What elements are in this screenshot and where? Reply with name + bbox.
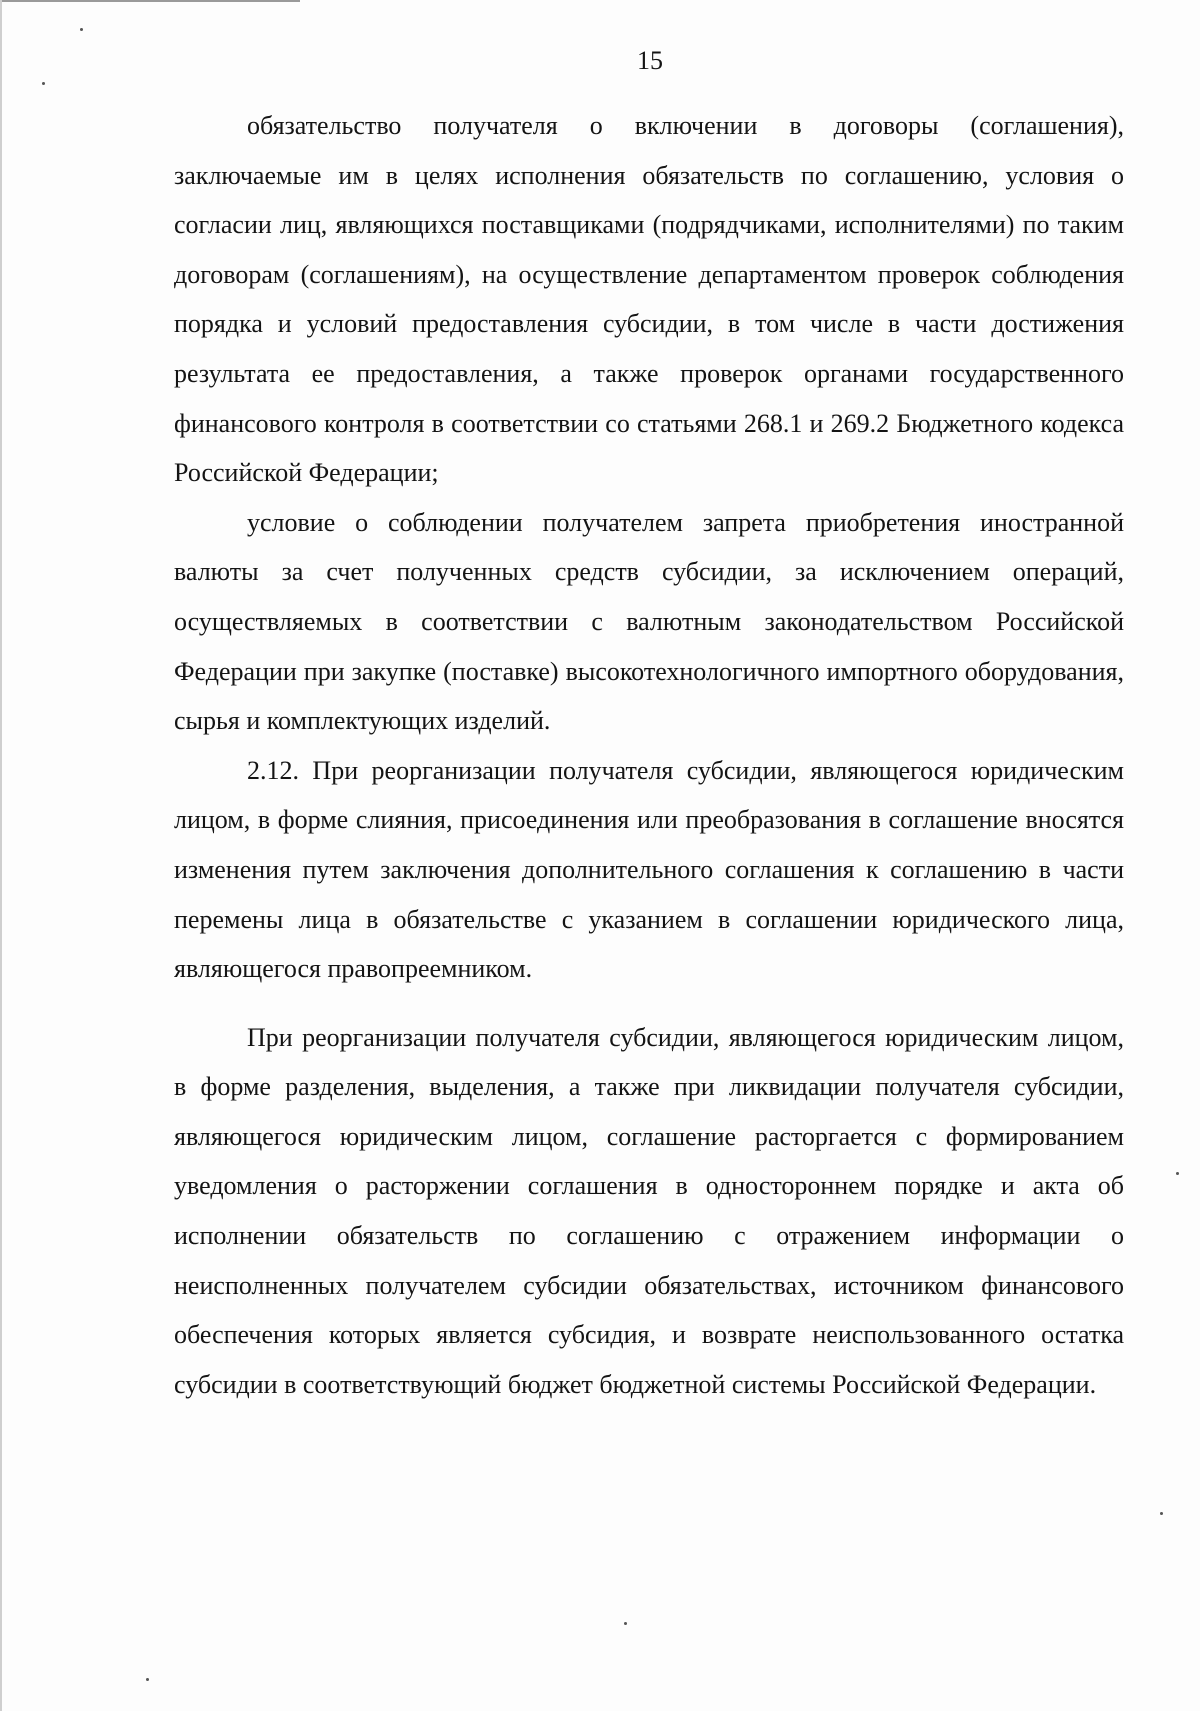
document-body xyxy=(174,101,1124,1409)
paragraph-obligation-contracts: обязательство получателя о включении в договоры (соглашения), заключаемые им в целях исполнения обязательств по соглашению, условия о согласии лиц, являющихся поставщиками (подрядчиками, исполнителями) по таким договорам (соглашениям), на осуществление департаментом проверок соблюдения порядка и условий предоставления субсидии, в том числе в части достижения результата ее предоставления, а также проверок органами государственного финансового контроля в соответствии со статьями 268.1 и 269.2 Бюджетного кодекса Российской Федерации; xyxy=(174,111,1124,488)
scan-top-rule xyxy=(0,0,300,2)
scan-speck xyxy=(42,82,45,85)
scan-speck xyxy=(624,1622,627,1625)
paragraph-2-12-reorganization: 2.12. При реорганизации получателя субсидии, являющегося юридическим лицом, в форме слияния, присоединения или преобразования в соглашение вносятся изменения путем заключения дополнительного соглашения к соглашению в части перемены лица в обязательстве с указанием в соглашении юридического лица, являющегося правопреемником. xyxy=(174,755,1124,984)
scan-speck xyxy=(1160,1512,1163,1515)
scan-left-edge xyxy=(0,0,2,1711)
scan-speck xyxy=(1176,1172,1179,1175)
scan-speck xyxy=(80,28,83,31)
scan-speck xyxy=(146,1678,149,1681)
paragraph-foreign-currency: условие о соблюдении получателем запрета приобретения иностранной валюты за счет полученных средств субсидии, за исключением операций, осуществляемых в соответствии с валютным законодательством Российской Федерации при закупке (поставке) высокотехнологичного импортного оборудования, сырья и комплектующих изделий. xyxy=(174,507,1124,736)
paragraph-liquidation: При реорганизации получателя субсидии, являющегося юридическим лицом, в форме разделения, выделения, а также при ликвидации получателя субсидии, являющегося юридическим лицом, соглашение расторгается с формированием уведомления о расторжении соглашения в одностороннем порядке и акта об исполнении обязательств по соглашению с отражением информации о неисполненных получателем субсидии обязательствах, источником финансового обеспечения которых является субсидия, и возврате неиспользованного остатка субсидии в соответствующий бюджет бюджетной системы Российской Федерации. xyxy=(174,1022,1124,1399)
page-number: 15 xyxy=(637,46,663,75)
